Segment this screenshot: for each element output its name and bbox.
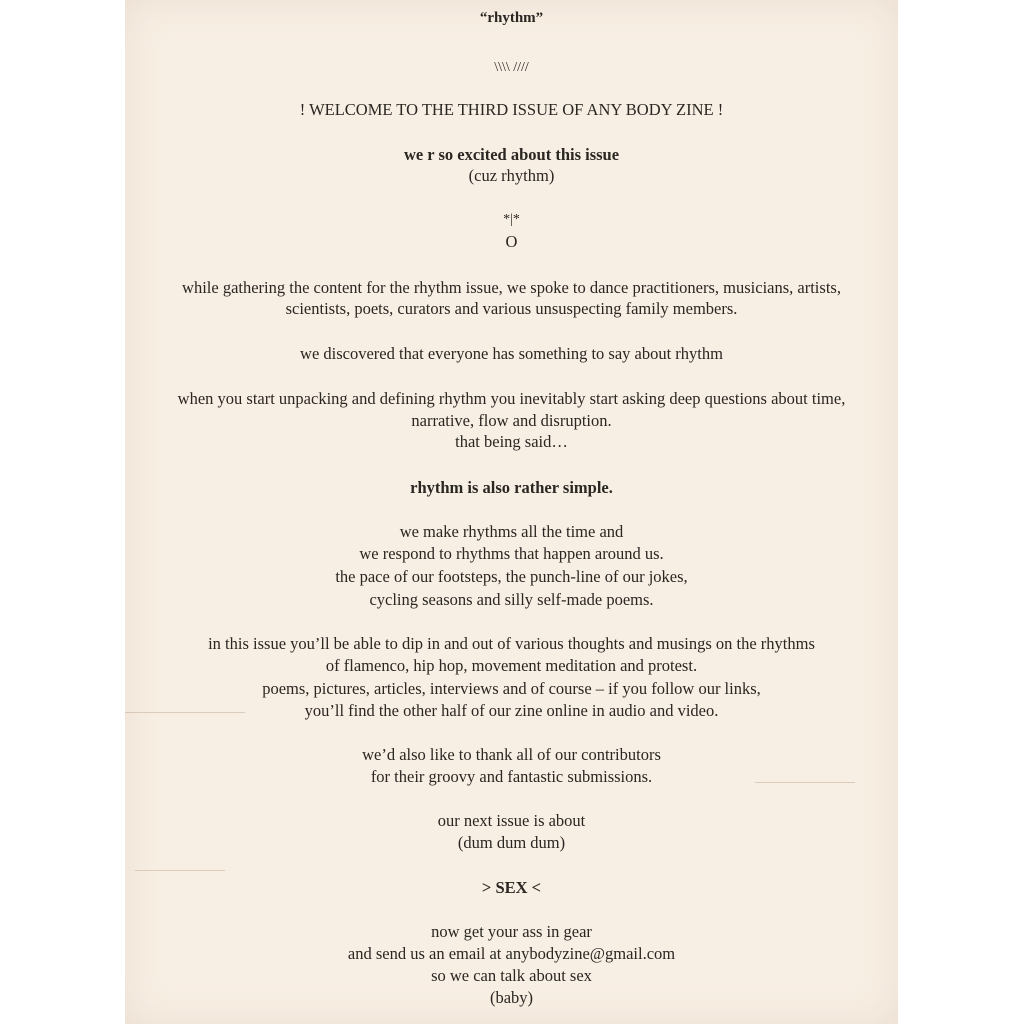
paper-crease (135, 870, 225, 871)
paragraph-line: (dum dum dum) (457, 833, 566, 852)
paragraph-line: when you start unpacking and defining rhythm you inevitably start asking deep questions about time, (177, 389, 846, 408)
paragraph-line: we make rhythms all the time and (399, 522, 624, 541)
paragraph-line: now get your ass in gear (431, 922, 592, 941)
paragraph-line: in this issue you’ll be able to dip in and out of various thoughts and musings on the rhythms (208, 634, 815, 653)
glyph-top: *|* (503, 212, 520, 227)
cuz-rhythm-line: (cuz rhythm) (468, 166, 555, 185)
paragraph-line: for their groovy and fantastic submissions. (370, 767, 653, 786)
paragraph-line: poems, pictures, articles, interviews and of course – if you follow our links, (262, 679, 761, 698)
paragraph-line: so we can talk about sex (431, 966, 592, 985)
paragraph-line: we respond to rhythms that happen around us. (359, 544, 664, 563)
sex-heading: > SEX < (481, 878, 542, 897)
paragraph-line: our next issue is about (437, 811, 586, 830)
paragraph-line: while gathering the content for the rhythm issue, we spoke to dance practitioners, musicians, artists, (182, 278, 841, 297)
paragraph-line: you’ll find the other half of our zine online in audio and video. (304, 701, 719, 720)
excited-line: we r so excited about this issue (403, 145, 620, 164)
paragraph-line: that being said… (455, 432, 568, 451)
paragraph-line: cycling seasons and silly self-made poems. (369, 590, 654, 609)
simple-heading: rhythm is also rather simple. (410, 478, 613, 497)
welcome-heading: ! WELCOME TO THE THIRD ISSUE OF ANY BODY ZINE ! (299, 100, 724, 119)
paragraph-line: we’d also like to thank all of our contributors (362, 745, 661, 764)
email-line: and send us an email at anybodyzine@gmail.com (347, 944, 676, 963)
slashes-ornament: \\\\ //// (494, 60, 529, 75)
paragraph-line: of flamenco, hip hop, movement meditation and protest. (325, 656, 698, 675)
paragraph-line: scientists, poets, curators and various unsuspecting family members. (285, 299, 738, 318)
paragraph-line: we discovered that everyone has something to say about rhythm (300, 344, 723, 363)
paragraph-line: narrative, flow and disruption. (411, 411, 612, 430)
paragraph-line: (baby) (489, 988, 534, 1007)
glyph-bottom: O (505, 232, 518, 251)
zine-title: “rhythm” (479, 10, 544, 26)
paragraph-line: the pace of our footsteps, the punch-line of our jokes, (335, 567, 688, 586)
